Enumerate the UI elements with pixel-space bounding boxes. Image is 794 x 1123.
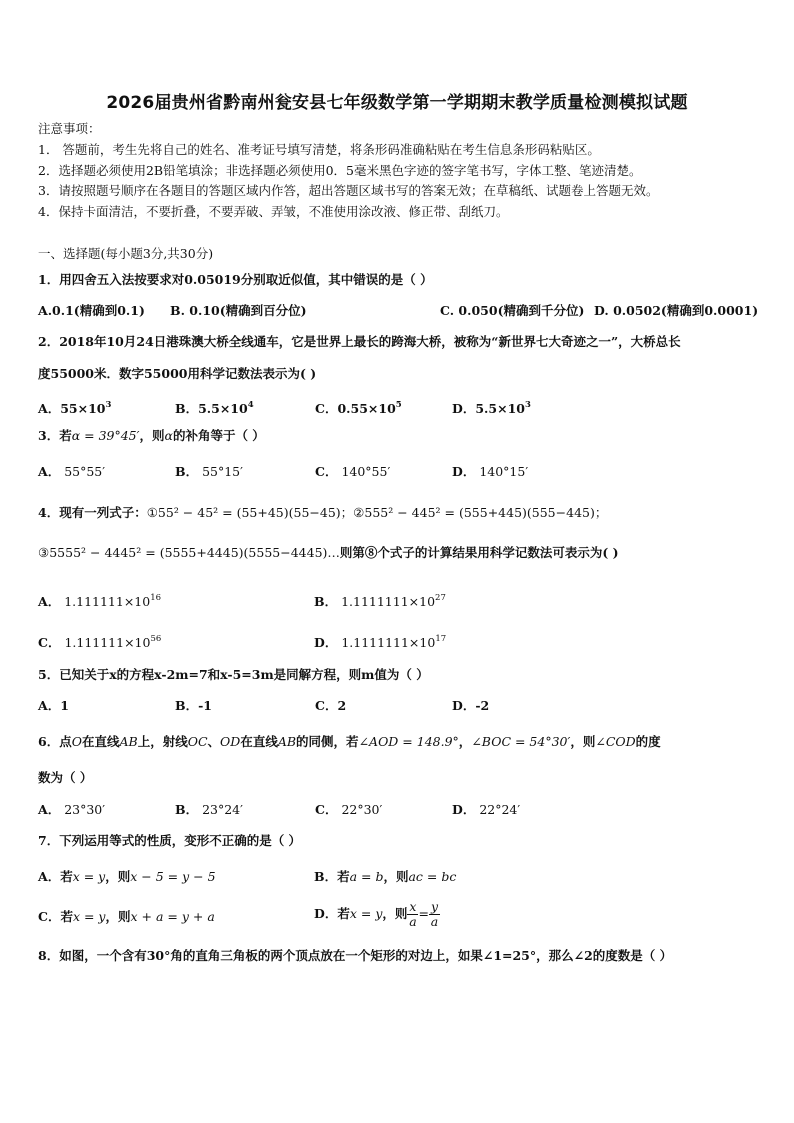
question-6-option-a: A． 23°30′	[38, 802, 106, 817]
question-8-stem: 8．如图，一个含有30°角的直角三角板的两个顶点放在一个矩形的对边上，如果∠1=25°，那么∠2的度数是（ ）	[38, 948, 673, 963]
question-1-option-b: B. 0.10(精确到百分位)	[170, 303, 307, 318]
exam-title: 2026届贵州省黔南州瓮安县七年级数学第一学期期末教学质量检测模拟试题	[106, 93, 688, 113]
question-6-option-d: D． 22°24′	[452, 802, 521, 817]
question-7-option-c: C．若x = y，则x + a = y + a	[38, 909, 215, 924]
question-3-option-a: A． 55°55′	[38, 464, 106, 479]
question-3-option-d: D． 140°15′	[452, 464, 529, 479]
notice-heading: 注意事项：	[38, 121, 101, 136]
question-2-option-d: D．$5.5\times 10^3$	[452, 400, 531, 416]
question-7-option-a: A．若x = y，则x − 5 = y − 5	[38, 869, 216, 884]
question-3-option-c: C． 140°55′	[315, 464, 391, 479]
section-heading: 一、选择题(每小题3分,共30分)	[38, 246, 214, 261]
question-4-option-c: C． $1.111111\times 10^{56}$	[38, 634, 162, 650]
question-5-stem: 5．已知关于x的方程x-2m=7和x-5=3m是同解方程，则m值为（ ）	[38, 667, 429, 682]
question-7-option-d: D．若x = y，则 $\frac{x}{a}$ = $\frac{y}{a}$	[314, 899, 439, 929]
question-2-option-a: A．$55\times 10^3$	[38, 400, 112, 416]
question-5-option-b: B．-1	[175, 698, 212, 713]
fraction-x-over-a: $\frac{x}{a}$	[409, 899, 417, 929]
question-7-option-b: B．若a = b，则ac = bc	[314, 869, 457, 884]
question-1-option-d: D. 0.0502(精确到0.0001)	[594, 303, 759, 318]
question-1-option-c: C. 0.050(精确到千分位)	[440, 303, 585, 318]
question-4-option-a: A． $1.111111\times 10^{16}$	[38, 593, 162, 609]
question-5-option-a: A．1	[38, 698, 69, 713]
fraction-y-over-a: $\frac{y}{a}$	[430, 899, 439, 929]
notice-item-2: 2．选择题必须使用2B铅笔填涂；非选择题必须使用0．5毫米黑色字迹的签字笔书写，字体工整、笔迹清楚。	[38, 163, 642, 178]
question-3-stem: 3．若α = 39°45′，则α的补角等于（ ）	[38, 428, 265, 443]
notice-item-3: 3．请按照题号顺序在各题目的答题区域内作答，超出答题区域书写的答案无效；在草稿纸、试题卷上答题无效。	[38, 183, 659, 198]
question-4-stem: 4．现有一列式子：①55² − 45² = (55+45)(55−45)；②555² − 445² = (555+445)(555−445)；	[38, 505, 608, 520]
question-2-option-c: C．$0.55\times 10^5$	[315, 400, 402, 416]
question-6-option-b: B． 23°24′	[175, 802, 243, 817]
question-1-option-a: A.0.1(精确到0.1)	[38, 303, 145, 318]
question-6-option-c: C． 22°30′	[315, 802, 383, 817]
question-5-option-c: C．2	[315, 698, 347, 713]
notice-item-4: 4．保持卡面清洁，不要折叠，不要弄破、弄皱，不准使用涂改液、修正带、刮纸刀。	[38, 204, 509, 219]
question-4-option-b: B． $1.1111111\times 10^{27}$	[314, 593, 446, 609]
question-4-continuation: ③5555² − 4445² = (5555+4445)(5555−4445)…则第⑧个式子的计算结果用科学记数法可表示为( )	[38, 545, 619, 560]
question-6-stem: 6．点O在直线AB上，射线OC、OD在直线AB的同侧，若∠AOD = 148.9°，∠BOC = 54°30′，则∠COD的度	[38, 734, 661, 749]
question-5-option-d: D．-2	[452, 698, 490, 713]
question-3-option-b: B． 55°15′	[175, 464, 243, 479]
question-2-option-b: B．$5.5\times 10^4$	[175, 400, 254, 416]
question-2-line-2: 度55000米．数字55000用科学记数法表示为( )	[38, 366, 317, 381]
question-4-option-d: D． $1.1111111\times 10^{17}$	[314, 634, 447, 650]
question-2-line-1: 2．2018年10月24日港珠澳大桥全线通车，它是世界上最长的跨海大桥，被称为“新世界七大奇迹之一”，大桥总长	[38, 334, 681, 349]
question-7-stem: 7．下列运用等式的性质，变形不正确的是（ ）	[38, 833, 302, 848]
notice-item-1: 1． 答题前，考生先将自己的姓名、准考证号填写清楚，将条形码准确粘贴在考生信息条形码粘贴区。	[38, 142, 600, 157]
question-6-line-2: 数为（ ）	[38, 770, 93, 785]
question-1-stem: 1．用四舍五入法按要求对0.05019分别取近似值，其中错误的是（ ）	[38, 272, 433, 287]
